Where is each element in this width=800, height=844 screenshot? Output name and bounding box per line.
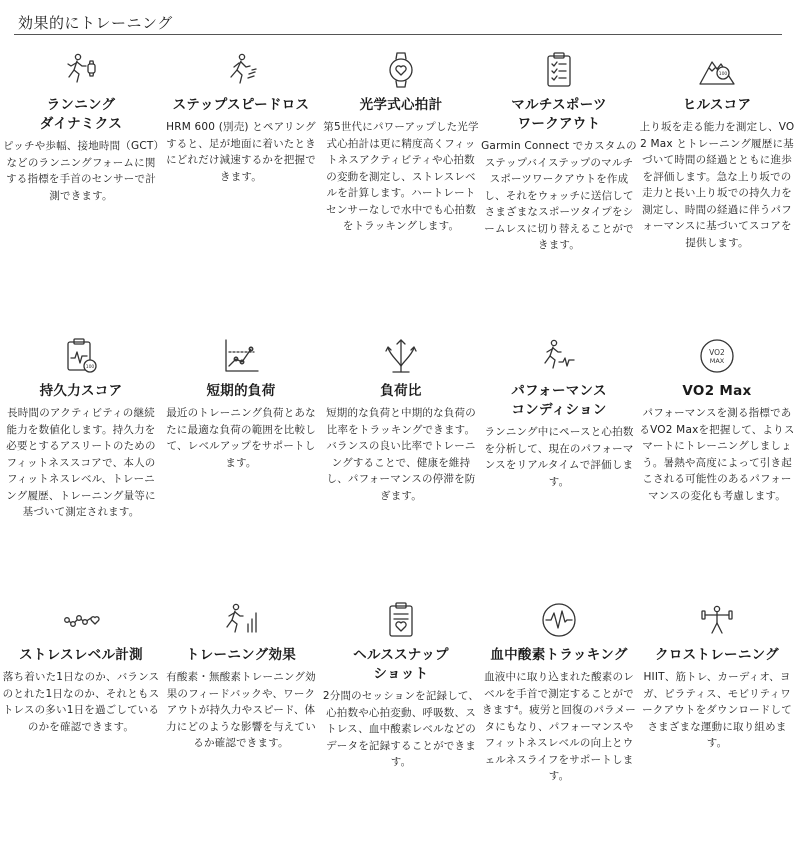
feature-description: パフォーマンスを測る指標であるVO2 Maxを把握して、よりスマートにトレーニングしましょう。暑熱や高度によって引き起こされる可能性のあるパフォーマンスの変化も考慮します。 bbox=[639, 407, 795, 502]
feature-load-ratio bbox=[322, 336, 480, 504]
training-effect-icon bbox=[221, 600, 261, 640]
feature-description: ピッチや歩幅、接地時間（GCT）などのランニングフォームに関する指標を手首のセンサーで計測できます。 bbox=[3, 140, 159, 202]
feature-description: 長時間のアクティビティの継続能力を数値化します。持久力を必要とするアスリートのためのフィットネススコアで、本人のフィットネスレベル、トレーニング履歴、トレーニング量等に基づいて測定されます。 bbox=[6, 407, 156, 518]
vo2-max-icon bbox=[697, 336, 737, 376]
feature-name: 負荷比 bbox=[380, 383, 422, 399]
performance-condition-icon bbox=[539, 336, 579, 376]
acute-load-chart-icon bbox=[221, 336, 261, 376]
section-title: 効果的にトレーニング bbox=[18, 14, 173, 32]
feature-training-effect bbox=[162, 600, 320, 752]
feature-step-speed-loss bbox=[162, 50, 320, 185]
feature-optical-heart-rate bbox=[322, 50, 480, 235]
pulse-ox-icon bbox=[539, 600, 579, 640]
feature-name: トレーニング効果 bbox=[185, 647, 297, 663]
feature-health-snapshot bbox=[322, 600, 480, 771]
feature-name: 持久力スコア bbox=[39, 383, 123, 399]
feature-name: 短期的負荷 bbox=[206, 383, 276, 399]
feature-multisport-workout bbox=[480, 50, 638, 254]
feature-description: HIIT、筋トレ、カーディオ、ヨガ、ピラティス、モビリティワークアウトをダウンロードしてさまざまな運動に取り組めます。 bbox=[642, 671, 792, 749]
feature-description: 落ち着いた1日なのか、バランスのとれた1日なのか、それともストレスの多い1日を過ごしているのかを確認できます。 bbox=[2, 671, 160, 733]
feature-name: ランニング ダイナミクス bbox=[39, 97, 123, 132]
feature-description: Garmin Connect でカスタムのステップバイステップのマルチスポーツワークアウトを作成し、それをウォッチに送信してさまざまなスポーツタイプをシームレスに切り替えることができます。 bbox=[481, 140, 637, 251]
feature-name: ヘルススナップ ショット bbox=[353, 647, 449, 682]
feature-name: マルチスポーツ ワークアウト bbox=[511, 97, 607, 132]
multisport-workout-clipboard-icon bbox=[539, 50, 579, 90]
feature-description: 2分間のセッションを記録して、心拍数や心拍変動、呼吸数、ストレス、血中酸素レベルなどのデータを記録することができます。 bbox=[322, 690, 480, 768]
feature-pulse-ox bbox=[480, 600, 638, 785]
stress-level-icon bbox=[61, 600, 101, 640]
feature-description: 血液中に取り込まれた酸素のレベルを手首で測定することができます⁴。疲労と回復のパラメータにもなり、パフォーマンスやフィットネスレベルの向上とウェルネスライフをサポートします。 bbox=[482, 671, 636, 782]
feature-acute-load bbox=[162, 336, 320, 471]
feature-name: ステップスピードロス bbox=[172, 97, 310, 113]
vo2-icon-text-top: VO2 bbox=[709, 348, 725, 357]
feature-description: 有酸素・無酸素トレーニング効果のフィードバックや、ワークアウトが持久力やスピード、体力にどのような影響を与えているか確認できます。 bbox=[166, 671, 316, 749]
feature-description: 第5世代にパワーアップした光学式心拍計は更に精度高くフィットネスアクティビティや心拍数の変動を測定し、ストレスレベルを計算します。ハートレートセンサーなしで水中でも心拍数をトラッキングします。 bbox=[323, 121, 479, 232]
feature-name: ヒルスコア bbox=[682, 97, 752, 113]
feature-description: HRM 600 (別売) とペアリングすると、足が地面に着いたときにどれだけ減速するかを把握できます。 bbox=[166, 121, 316, 183]
feature-name: クロストレーニング bbox=[655, 647, 779, 663]
cross-training-icon bbox=[697, 600, 737, 640]
feature-performance-condition bbox=[480, 336, 638, 490]
feature-name: VO2 Max bbox=[682, 383, 752, 399]
endurance-score-icon bbox=[61, 336, 101, 376]
hill-score-icon bbox=[697, 50, 737, 90]
feature-running-dynamics bbox=[2, 50, 160, 204]
feature-description: 上り坂を走る能力を測定し、VO2 Max とトレーニング履歴に基づいて時間の経過とともに進歩を評価します。急な上り坂での走力と長い上り坂での持久力を測定し、時間の経過に伴うパフォーマンスに基づいてスコアを提供します。 bbox=[639, 121, 795, 249]
feature-name: 光学式心拍計 bbox=[359, 97, 443, 113]
step-speed-loss-icon bbox=[221, 50, 261, 90]
feature-stress-level bbox=[2, 600, 160, 735]
running-dynamics-icon bbox=[61, 50, 101, 90]
optical-heart-rate-watch-icon bbox=[381, 50, 421, 90]
feature-name: ストレスレベル計測 bbox=[19, 647, 143, 663]
svg-text:100: 100 bbox=[718, 72, 728, 77]
feature-name: パフォーマンス コンディション bbox=[511, 383, 607, 418]
feature-description: ランニング中にペースと心拍数を分析して、現在のパフォーマンスをリアルタイムで評価します。 bbox=[484, 426, 634, 488]
health-snapshot-icon bbox=[381, 600, 421, 640]
svg-text:100: 100 bbox=[85, 365, 95, 370]
feature-endurance-score bbox=[2, 336, 160, 521]
load-ratio-arrows-icon bbox=[381, 336, 421, 376]
feature-hill-score bbox=[638, 50, 796, 251]
feature-description: 短期的な負荷と中期的な負荷の比率をトラッキングできます。バランスの良い比率でトレーニングすることで、健康を維持し、パフォーマンスの停滞を防ぎます。 bbox=[326, 407, 476, 502]
vo2-icon-text-bottom: MAX bbox=[709, 357, 725, 365]
feature-cross-training bbox=[638, 600, 796, 752]
feature-vo2-max bbox=[638, 336, 796, 504]
feature-description: 最近のトレーニング負荷とあなたに最適な負荷の範囲を比較して、レベルアップをサポートします。 bbox=[166, 407, 316, 469]
feature-name: 血中酸素トラッキング bbox=[490, 647, 628, 663]
